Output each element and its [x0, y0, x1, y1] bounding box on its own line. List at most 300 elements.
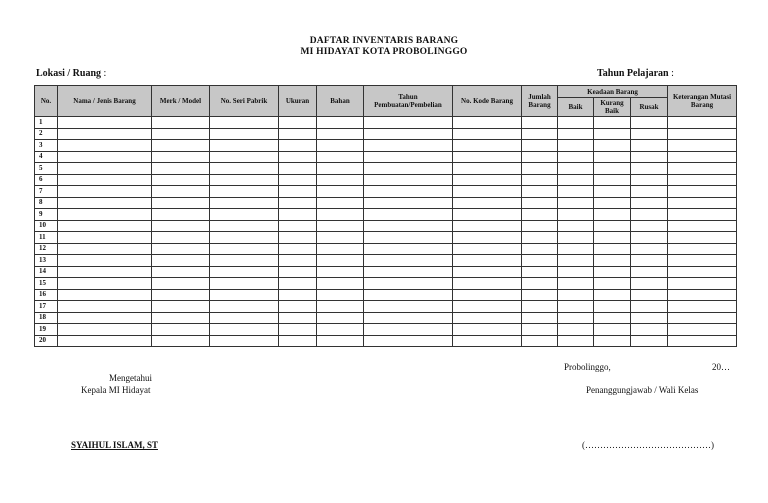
table-row [35, 209, 737, 221]
table-cell [558, 243, 594, 255]
table-row [35, 232, 737, 244]
table-cell [631, 232, 668, 244]
table-cell [453, 197, 522, 209]
table-row [35, 243, 737, 255]
table-cell [317, 186, 364, 198]
table-cell [210, 209, 279, 221]
header-nama: Nama / Jenis Barang [58, 86, 152, 117]
table-cell [668, 324, 737, 336]
table-cell [152, 266, 210, 278]
table-cell [210, 117, 279, 129]
table-cell [594, 243, 631, 255]
table-row [35, 128, 737, 140]
table-cell [453, 301, 522, 313]
table-cell [279, 163, 317, 175]
table-cell [317, 289, 364, 301]
table-cell [317, 255, 364, 267]
table-cell [152, 174, 210, 186]
table-cell [668, 174, 737, 186]
tahun-label: Tahun Pelajaran [597, 68, 669, 79]
table-cell [58, 220, 152, 232]
table-cell [453, 209, 522, 221]
table-cell [364, 163, 453, 175]
table-cell [58, 209, 152, 221]
table-cell [317, 232, 364, 244]
table-cell [668, 197, 737, 209]
table-cell [594, 174, 631, 186]
table-cell [364, 140, 453, 152]
table-cell [558, 266, 594, 278]
table-cell [317, 312, 364, 324]
table-cell [522, 117, 558, 129]
table-cell [631, 255, 668, 267]
table-cell [453, 220, 522, 232]
table-cell [558, 324, 594, 336]
table-cell [58, 255, 152, 267]
table-cell [279, 243, 317, 255]
table-cell [317, 301, 364, 313]
table-cell [594, 232, 631, 244]
table-cell [522, 301, 558, 313]
table-cell [668, 128, 737, 140]
table-cell [668, 266, 737, 278]
table-cell [558, 301, 594, 313]
tahun-field [597, 68, 674, 79]
table-cell [631, 243, 668, 255]
table-cell [279, 301, 317, 313]
row-number: 17 [35, 301, 58, 313]
table-cell [364, 255, 453, 267]
lokasi-field [36, 68, 106, 79]
table-cell [558, 151, 594, 163]
table-row [35, 174, 737, 186]
table-cell [594, 220, 631, 232]
table-row [35, 186, 737, 198]
table-cell [210, 163, 279, 175]
header-bahan: Bahan [317, 86, 364, 117]
table-cell [453, 266, 522, 278]
header-jumlah: Jumlah Barang [522, 86, 558, 117]
header-kode: No. Kode Barang [453, 86, 522, 117]
table-cell [668, 278, 737, 290]
table-cell [210, 174, 279, 186]
table-cell [210, 140, 279, 152]
table-cell [668, 140, 737, 152]
table-cell [631, 220, 668, 232]
table-cell [210, 335, 279, 347]
table-cell [558, 197, 594, 209]
table-cell [210, 186, 279, 198]
table-cell [631, 312, 668, 324]
table-cell [594, 324, 631, 336]
table-cell [631, 186, 668, 198]
table-cell [453, 128, 522, 140]
table-cell [668, 312, 737, 324]
table-cell [279, 278, 317, 290]
table-cell [364, 278, 453, 290]
table-cell [317, 117, 364, 129]
table-cell [152, 163, 210, 175]
table-cell [152, 255, 210, 267]
table-cell [453, 289, 522, 301]
table-cell [317, 243, 364, 255]
table-cell [558, 174, 594, 186]
table-cell [522, 209, 558, 221]
table-row [35, 335, 737, 347]
table-row [35, 197, 737, 209]
table-cell [558, 312, 594, 324]
signatory-name: SYAIHUL ISLAM, ST [71, 440, 158, 450]
table-cell [631, 174, 668, 186]
row-number: 14 [35, 266, 58, 278]
table-cell [152, 140, 210, 152]
year-label: 20… [712, 362, 730, 372]
kepala-label: Kepala MI Hidayat [81, 385, 151, 395]
table-cell [364, 174, 453, 186]
table-cell [453, 140, 522, 152]
table-cell [58, 117, 152, 129]
row-number: 2 [35, 128, 58, 140]
table-cell [364, 197, 453, 209]
table-cell [631, 278, 668, 290]
table-cell [279, 232, 317, 244]
table-cell [279, 335, 317, 347]
table-cell [453, 278, 522, 290]
document-subtitle: MI HIDAYAT KOTA PROBOLINGGO [300, 47, 468, 57]
table-row [35, 220, 737, 232]
table-cell [668, 220, 737, 232]
table-cell [453, 174, 522, 186]
table-cell [522, 266, 558, 278]
header-no: No. [35, 86, 58, 117]
table-cell [558, 289, 594, 301]
table-cell [594, 278, 631, 290]
table-cell [594, 335, 631, 347]
table-cell [522, 197, 558, 209]
table-cell [317, 128, 364, 140]
table-cell [364, 128, 453, 140]
table-row [35, 301, 737, 313]
table-cell [58, 186, 152, 198]
table-cell [522, 174, 558, 186]
table-cell [522, 335, 558, 347]
table-cell [152, 220, 210, 232]
table-cell [631, 301, 668, 313]
table-cell [317, 151, 364, 163]
row-number: 16 [35, 289, 58, 301]
table-cell [631, 128, 668, 140]
table-cell [317, 335, 364, 347]
table-cell [210, 324, 279, 336]
table-cell [631, 266, 668, 278]
table-cell [594, 140, 631, 152]
table-cell [594, 128, 631, 140]
row-number: 15 [35, 278, 58, 290]
row-number: 6 [35, 174, 58, 186]
table-cell [58, 324, 152, 336]
table-cell [594, 301, 631, 313]
table-cell [522, 186, 558, 198]
table-cell [668, 163, 737, 175]
table-cell [522, 255, 558, 267]
table-cell [317, 324, 364, 336]
table-cell [210, 151, 279, 163]
table-cell [58, 243, 152, 255]
table-cell [594, 209, 631, 221]
table-cell [210, 232, 279, 244]
table-cell [631, 209, 668, 221]
table-cell [558, 163, 594, 175]
header-tahun: Tahun Pembuatan/Pembelian [364, 86, 453, 117]
row-number: 5 [35, 163, 58, 175]
table-cell [152, 232, 210, 244]
table-cell [453, 243, 522, 255]
row-number: 10 [35, 220, 58, 232]
table-cell [668, 151, 737, 163]
table-cell [152, 278, 210, 290]
table-cell [522, 232, 558, 244]
table-cell [522, 312, 558, 324]
table-cell [317, 209, 364, 221]
table-cell [210, 243, 279, 255]
table-cell [58, 197, 152, 209]
header-rusak: Rusak [631, 98, 668, 117]
table-row [35, 289, 737, 301]
table-cell [631, 324, 668, 336]
table-cell [152, 186, 210, 198]
table-cell [453, 163, 522, 175]
table-cell [317, 163, 364, 175]
header-keadaan: Keadaan Barang [558, 86, 668, 98]
table-cell [453, 117, 522, 129]
table-cell [364, 324, 453, 336]
row-number: 18 [35, 312, 58, 324]
table-cell [522, 324, 558, 336]
table-cell [364, 289, 453, 301]
row-number: 12 [35, 243, 58, 255]
table-cell [210, 266, 279, 278]
table-cell [210, 312, 279, 324]
table-cell [210, 220, 279, 232]
table-cell [58, 128, 152, 140]
table-cell [152, 324, 210, 336]
table-cell [594, 151, 631, 163]
table-cell [279, 220, 317, 232]
header-baik: Baik [558, 98, 594, 117]
table-cell [279, 128, 317, 140]
table-cell [152, 289, 210, 301]
table-cell [58, 140, 152, 152]
table-cell [58, 163, 152, 175]
table-cell [279, 117, 317, 129]
table-cell [364, 335, 453, 347]
table-row [35, 163, 737, 175]
table-cell [522, 220, 558, 232]
row-number: 1 [35, 117, 58, 129]
blank-signature: (……………………………………) [582, 440, 714, 450]
inventory-table [34, 85, 737, 347]
table-cell [594, 117, 631, 129]
table-row [35, 266, 737, 278]
table-cell [668, 117, 737, 129]
table-cell [152, 209, 210, 221]
header-kurang-baik: Kurang Baik [594, 98, 631, 117]
table-cell [558, 255, 594, 267]
table-cell [364, 209, 453, 221]
table-row [35, 117, 737, 129]
row-number: 9 [35, 209, 58, 221]
table-cell [58, 232, 152, 244]
lokasi-sep: : [101, 68, 107, 79]
table-cell [279, 312, 317, 324]
table-cell [210, 197, 279, 209]
table-row [35, 324, 737, 336]
table-cell [558, 186, 594, 198]
document-title: DAFTAR INVENTARIS BARANG [309, 36, 459, 46]
table-cell [453, 186, 522, 198]
table-cell [364, 312, 453, 324]
table-row [35, 278, 737, 290]
table-cell [594, 289, 631, 301]
table-cell [522, 278, 558, 290]
table-cell [58, 335, 152, 347]
table-cell [522, 151, 558, 163]
table-cell [668, 335, 737, 347]
table-cell [558, 209, 594, 221]
row-number: 20 [35, 335, 58, 347]
place-label: Probolinggo, [564, 362, 611, 372]
table-cell [558, 128, 594, 140]
table-cell [668, 209, 737, 221]
table-cell [364, 186, 453, 198]
table-cell [279, 266, 317, 278]
table-cell [594, 163, 631, 175]
table-cell [210, 289, 279, 301]
table-cell [317, 266, 364, 278]
table-cell [152, 301, 210, 313]
table-cell [279, 140, 317, 152]
table-cell [58, 312, 152, 324]
table-cell [668, 255, 737, 267]
table-cell [364, 151, 453, 163]
table-cell [152, 243, 210, 255]
table-cell [152, 312, 210, 324]
table-cell [317, 140, 364, 152]
table-cell [58, 174, 152, 186]
table-cell [522, 289, 558, 301]
table-cell [558, 117, 594, 129]
table-cell [58, 278, 152, 290]
header-ukuran: Ukuran [279, 86, 317, 117]
table-cell [558, 335, 594, 347]
table-row [35, 140, 737, 152]
table-cell [152, 197, 210, 209]
row-number: 19 [35, 324, 58, 336]
table-cell [210, 278, 279, 290]
penanggungjawab-label: Penanggungjawab / Wali Kelas [586, 385, 699, 395]
table-cell [453, 312, 522, 324]
table-cell [668, 186, 737, 198]
table-cell [317, 220, 364, 232]
table-cell [364, 220, 453, 232]
table-cell [210, 128, 279, 140]
table-cell [364, 232, 453, 244]
mengetahui-label: Mengetahui [109, 373, 152, 383]
table-cell [453, 324, 522, 336]
table-cell [594, 312, 631, 324]
header-keterangan: Keterangan Mutasi Barang [668, 86, 737, 117]
table-cell [279, 151, 317, 163]
table-cell [522, 163, 558, 175]
table-cell [279, 255, 317, 267]
table-cell [210, 255, 279, 267]
table-cell [558, 220, 594, 232]
header-merk: Merk / Model [152, 86, 210, 117]
table-cell [453, 255, 522, 267]
table-cell [522, 140, 558, 152]
table-cell [631, 289, 668, 301]
table-cell [631, 163, 668, 175]
table-cell [58, 266, 152, 278]
table-cell [279, 186, 317, 198]
table-cell [210, 301, 279, 313]
table-cell [558, 232, 594, 244]
row-number: 7 [35, 186, 58, 198]
table-cell [279, 197, 317, 209]
row-number: 13 [35, 255, 58, 267]
row-number: 3 [35, 140, 58, 152]
table-cell [668, 232, 737, 244]
table-cell [594, 197, 631, 209]
table-cell [668, 289, 737, 301]
row-number: 11 [35, 232, 58, 244]
table-row [35, 255, 737, 267]
table-cell [558, 140, 594, 152]
table-cell [631, 151, 668, 163]
header-seri: No. Seri Pabrik [210, 86, 279, 117]
table-cell [58, 151, 152, 163]
table-cell [631, 197, 668, 209]
table-cell [279, 174, 317, 186]
table-cell [364, 301, 453, 313]
lokasi-label: Lokasi / Ruang [36, 68, 102, 79]
table-cell [594, 255, 631, 267]
table-cell [317, 197, 364, 209]
table-cell [668, 301, 737, 313]
table-cell [317, 278, 364, 290]
table-cell [631, 335, 668, 347]
table-cell [364, 243, 453, 255]
table-cell [594, 266, 631, 278]
table-row [35, 312, 737, 324]
table-cell [58, 289, 152, 301]
table-cell [279, 289, 317, 301]
tahun-sep: : [668, 68, 674, 79]
table-cell [631, 140, 668, 152]
table-cell [364, 117, 453, 129]
table-cell [364, 266, 453, 278]
table-cell [58, 301, 152, 313]
table-cell [279, 209, 317, 221]
table-row [35, 151, 737, 163]
table-cell [152, 151, 210, 163]
row-number: 8 [35, 197, 58, 209]
table-cell [152, 335, 210, 347]
table-cell [631, 117, 668, 129]
table-cell [668, 243, 737, 255]
table-cell [152, 128, 210, 140]
table-cell [279, 324, 317, 336]
